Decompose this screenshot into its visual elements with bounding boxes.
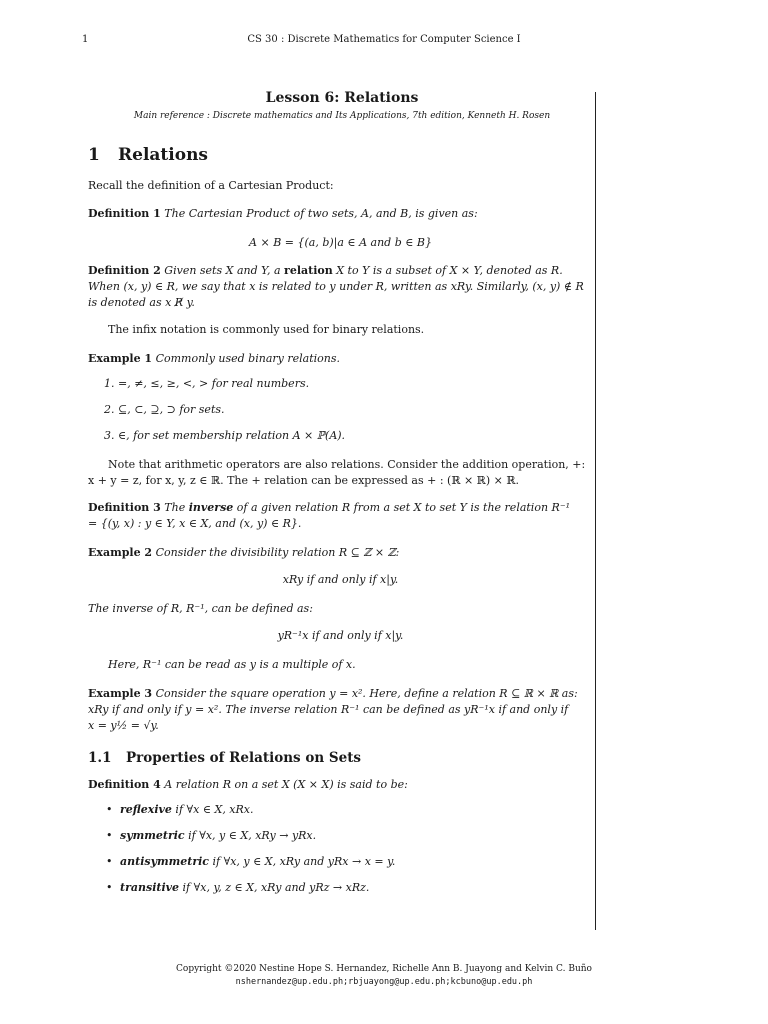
running-header: CS 30 : Discrete Mathematics for Computer Science I xyxy=(247,34,521,45)
author-emails: nshernandez@up.edu.ph;rbjuayong@up.edu.ph;kcbuno@up.edu.ph xyxy=(235,977,533,987)
subsection-title: Properties of Relations on Sets xyxy=(126,750,362,766)
property-item xyxy=(106,881,586,894)
definition-3 xyxy=(88,500,593,516)
property-definition: if ∀x, y ∈ X, xRy and yRx → x = y. xyxy=(212,855,396,868)
definition-1-label: Definition 1 xyxy=(88,207,161,220)
definition-3-post: of a given relation R from a set X to set Y is the relation R⁻¹ xyxy=(236,501,571,514)
property-term: transitive xyxy=(120,881,180,894)
property-definition: if ∀x, y ∈ X, xRy → yRx. xyxy=(188,829,317,842)
definition-3-line-2: = {(y, x) : y ∈ Y, x ∈ X, and (x, y) ∈ R}. xyxy=(88,517,302,530)
recall-paragraph: Recall the definition of a Cartesian Product: xyxy=(88,179,334,192)
property-definition: if ∀x ∈ X, xRx. xyxy=(175,803,254,816)
definition-2-line-2: When (x, y) ∈ R, we say that x is related to y under R, written as xRy. Similarly, (x, y) ∉ R xyxy=(88,280,584,293)
lesson-title: Lesson 6: Relations xyxy=(265,90,419,106)
list-item: 1. =, ≠, ≤, ≥, <, > for real numbers. xyxy=(104,377,310,390)
property-item xyxy=(106,829,586,842)
subsection-number: 1.1 xyxy=(88,750,112,766)
example-3-line-3: x = y½ = √y. xyxy=(88,719,159,732)
example-2-label: Example 2 xyxy=(88,546,153,559)
definition-3-label: Definition 3 xyxy=(88,501,161,514)
definition-3-bold: inverse xyxy=(188,501,234,514)
bullet-icon: • xyxy=(106,881,113,894)
section-heading xyxy=(88,145,208,165)
copyright-footer: Copyright ©2020 Nestine Hope S. Hernandez, Richelle Ann B. Juayong and Kelvin C. Buño xyxy=(176,964,592,974)
definition-1-text: The Cartesian Product of two sets, A, and B, is given as: xyxy=(164,207,478,220)
example-1 xyxy=(88,351,593,367)
page-number: 1 xyxy=(82,34,89,45)
example-2-text: Consider the divisibility relation R ⊆ ℤ × ℤ: xyxy=(155,546,400,559)
property-term: antisymmetric xyxy=(120,855,209,868)
example-2 xyxy=(88,545,593,561)
note-paragraph: Note that arithmetic operators are also relations. Consider the addition operation, +: xyxy=(108,458,586,471)
definition-2-bold: relation xyxy=(284,264,333,277)
inverse-formula: yR⁻¹x if and only if x|y. xyxy=(277,629,404,642)
example-3-line-1: Consider the square operation y = x². Here, define a relation R ⊆ ℝ × ℝ as: xyxy=(155,687,578,700)
property-item xyxy=(106,803,586,816)
property-term: reflexive xyxy=(120,803,172,816)
section-title: Relations xyxy=(118,145,208,165)
divisibility-formula: xRy if and only if x|y. xyxy=(282,573,399,586)
property-item xyxy=(106,855,586,868)
bullet-icon: • xyxy=(106,803,113,816)
definition-4-label: Definition 4 xyxy=(88,778,161,791)
definition-3-pre: The xyxy=(164,501,186,514)
inverse-paragraph: The inverse of R, R⁻¹, can be defined as: xyxy=(88,602,313,615)
here-paragraph: Here, R⁻¹ can be read as y is a multiple of x. xyxy=(108,658,356,671)
definition-4 xyxy=(88,777,593,793)
example-3-label: Example 3 xyxy=(88,687,153,700)
definition-2 xyxy=(88,263,593,279)
list-item: 2. ⊆, ⊂, ⊇, ⊃ for sets. xyxy=(104,403,225,416)
infix-paragraph: The infix notation is commonly used for binary relations. xyxy=(108,323,425,336)
margin-rule xyxy=(595,92,596,930)
definition-2-pre: Given sets X and Y, a xyxy=(164,264,281,277)
subsection-heading xyxy=(88,750,361,766)
bullet-icon: • xyxy=(106,855,113,868)
main-reference: Main reference : Discrete mathematics and Its Applications, 7th edition, Kenneth H. Rosen xyxy=(133,111,551,121)
property-definition: if ∀x, y, z ∈ X, xRy and yRz → xRz. xyxy=(182,881,370,894)
example-1-label: Example 1 xyxy=(88,352,153,365)
definition-1 xyxy=(88,206,593,222)
example-3 xyxy=(88,686,593,702)
cartesian-product-formula: A × B = {(a, b)|a ∈ A and b ∈ B} xyxy=(249,236,432,249)
note-paragraph-line-2: x + y = z, for x, y, z ∈ ℝ. The + relation can be expressed as + : (ℝ × ℝ) × ℝ. xyxy=(88,474,519,487)
list-item: 3. ∈, for set membership relation A × ℙ(A). xyxy=(104,429,346,442)
section-number: 1 xyxy=(88,145,100,165)
definition-2-line-3: is denoted as x R̸ y. xyxy=(88,296,195,309)
definition-2-label: Definition 2 xyxy=(88,264,161,277)
bullet-icon: • xyxy=(106,829,113,842)
definition-4-text: A relation R on a set X (X × X) is said to be: xyxy=(164,778,408,791)
definition-2-post: X to Y is a subset of X × Y, denoted as R. xyxy=(336,264,563,277)
property-term: symmetric xyxy=(120,829,185,842)
example-3-line-2: xRy if and only if y = x². The inverse relation R⁻¹ can be defined as yR⁻¹x if and only if xyxy=(88,703,569,716)
example-1-text: Commonly used binary relations. xyxy=(155,352,340,365)
